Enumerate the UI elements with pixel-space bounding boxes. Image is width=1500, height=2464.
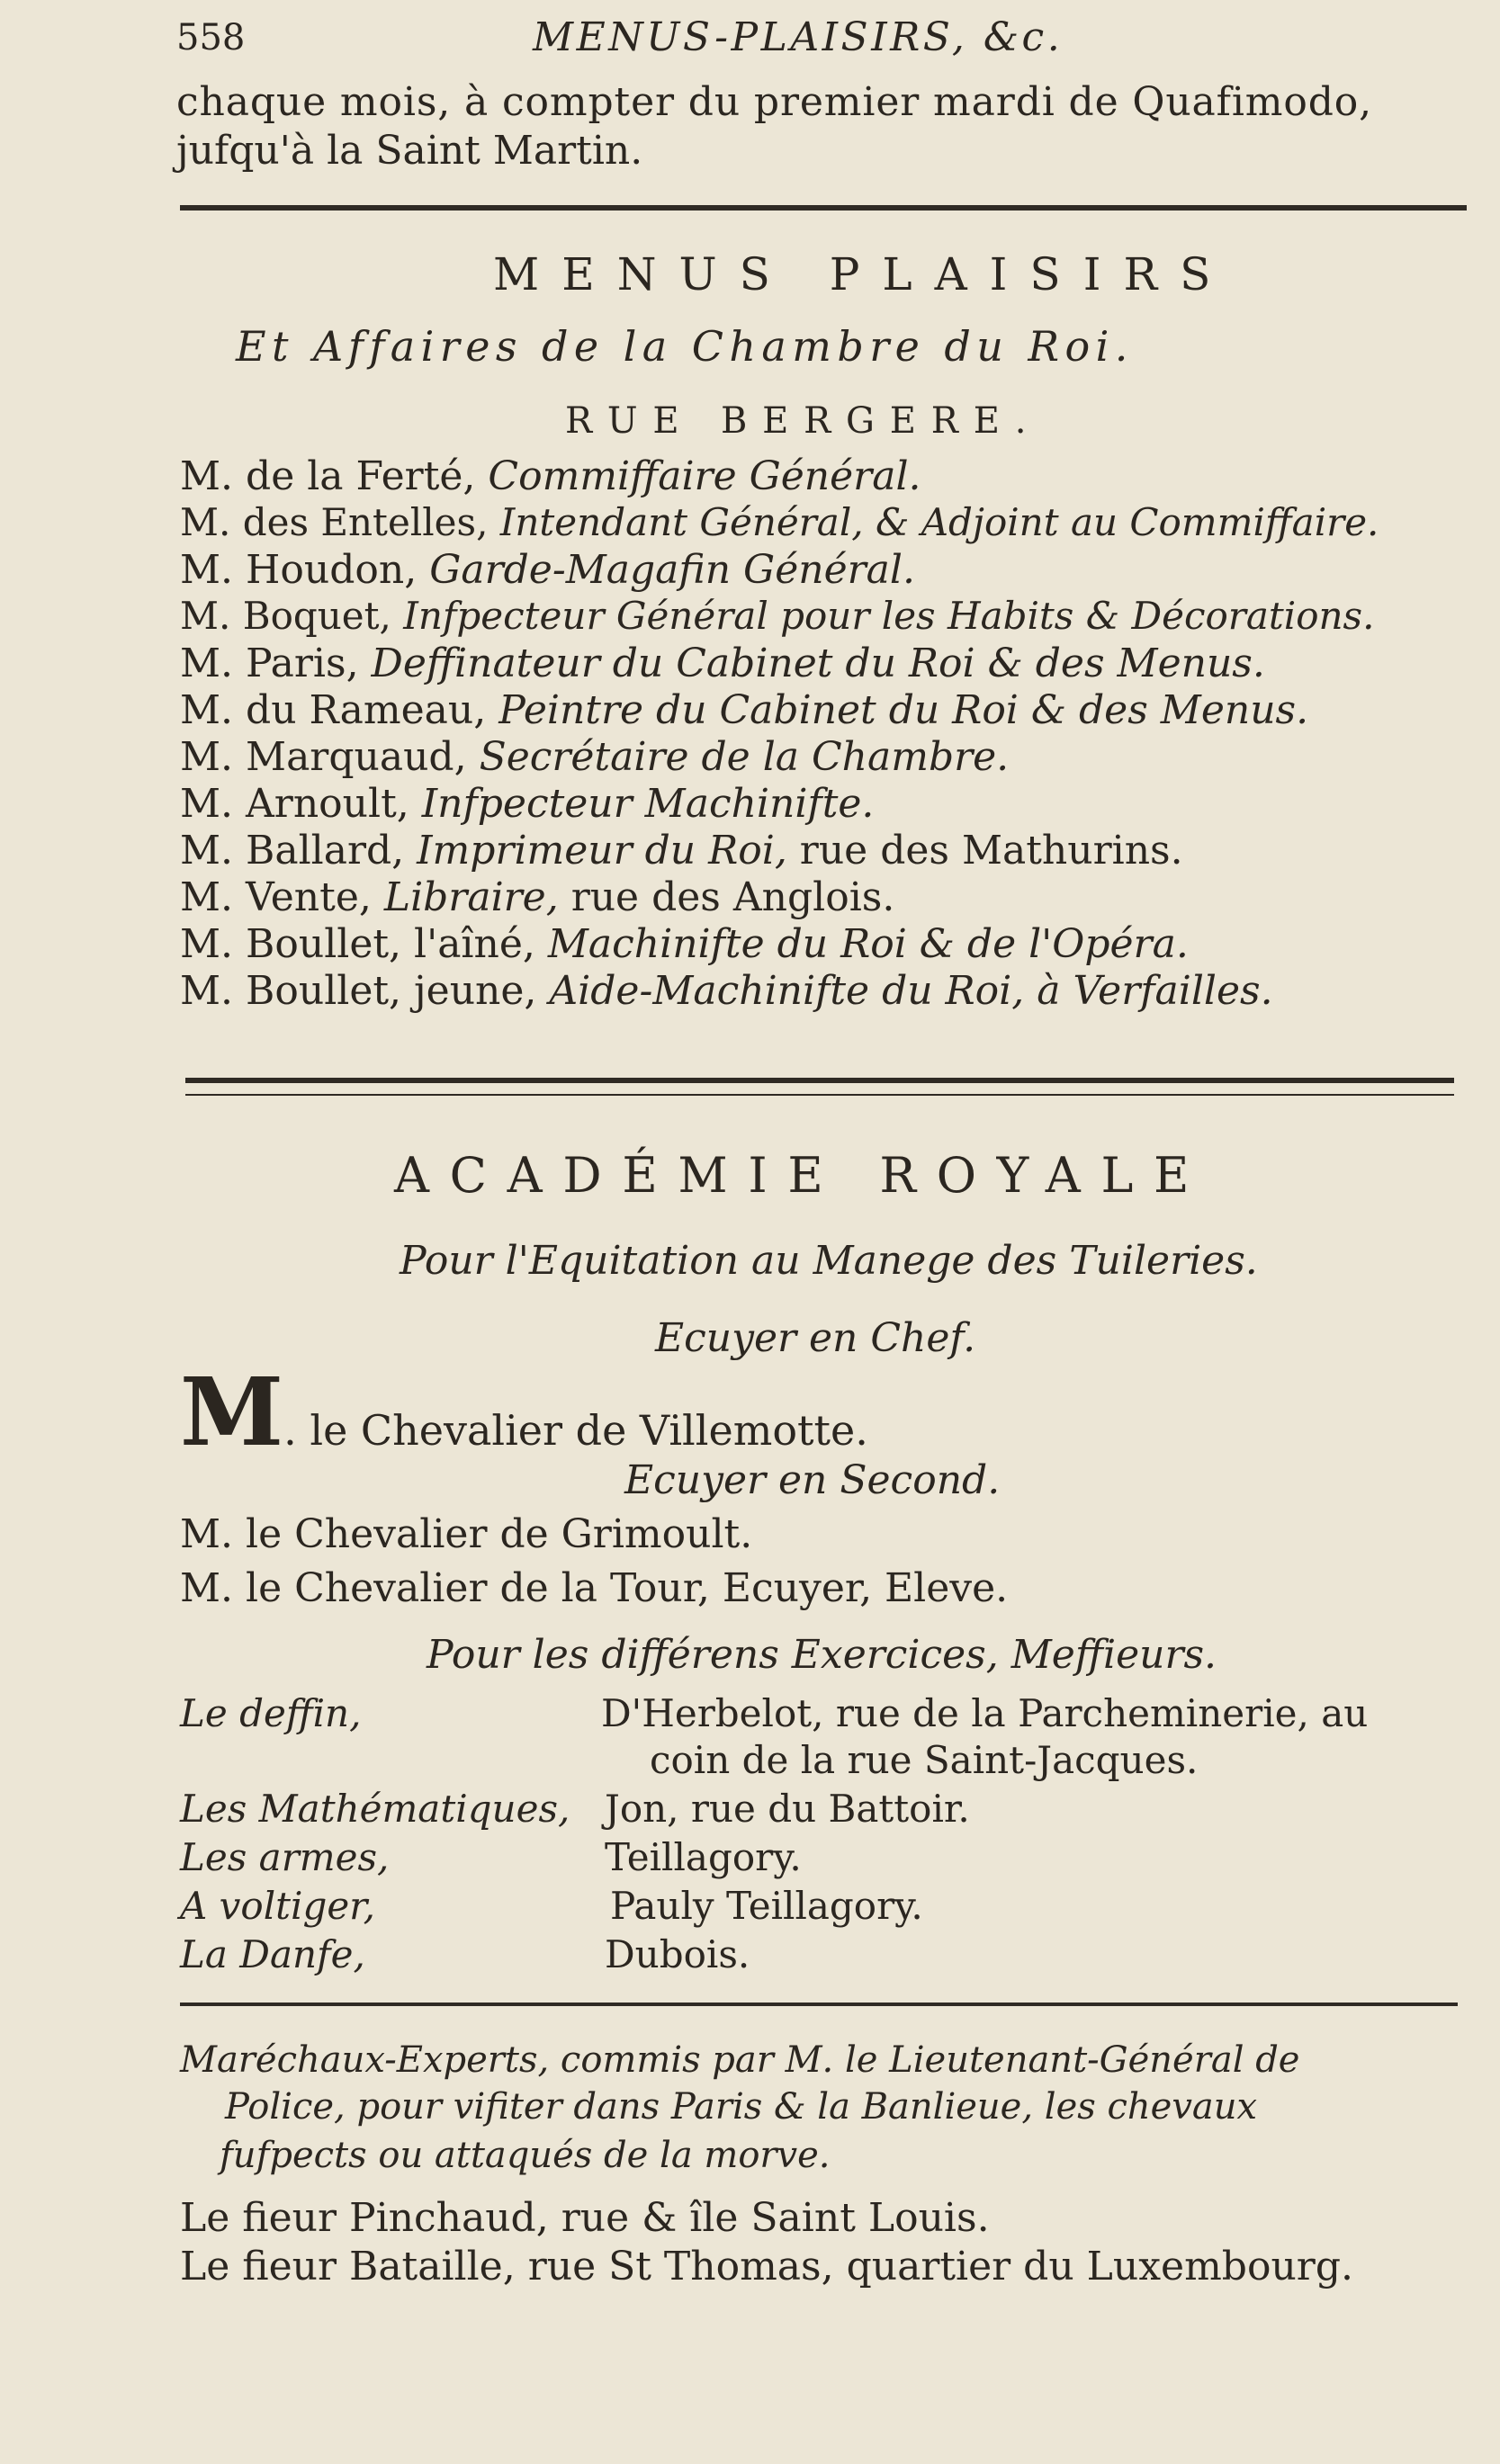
section-subtitle-academie: Pour l'Equitation au Manege des Tuileries. [400,1238,1258,1284]
list-item: M. du Rameau, Peintre du Cabinet du Roi & des Menus. [180,687,1309,733]
experts-heading-line-3: fufpects ou attaqués de la morve. [220,2135,831,2176]
section-title-menus: MENUS PLAISIRS [493,248,1234,300]
exercice-label: A voltiger, [180,1884,375,1928]
exercice-value: Teillagory. [605,1835,802,1879]
section-subtitle-menus: Et Affaires de la Chambre du Roi. [236,322,1134,371]
page-number: 558 [176,17,246,58]
list-item: M. Paris, Deffinateur du Cabinet du Roi & des Menus. [180,641,1265,686]
drop-initial: M [180,1357,284,1467]
list-item: M. Boullet, jeune, Aide-Machinifte du Roi, à Verfailles. [180,968,1273,1014]
list-item: M. Houdon, Garde-Magafin Général. [180,547,915,593]
intro-line-1: chaque mois, à compter du premier mardi de Quafimodo, [176,79,1373,125]
list-item: M. Marquaud, Secrétaire de la Chambre. [180,734,1010,780]
exercice-value: Pauly Teillagory. [610,1884,923,1928]
divider-rule [185,1078,1454,1083]
divider-rule [180,205,1467,211]
ecuyer-chef-label: Ecuyer en Chef. [655,1315,976,1361]
list-item: M. des Entelles, Intendant Général, & Adjoint au Commiffaire. [180,500,1379,544]
exercices-label: Pour les différens Exercices, Meffieurs. [427,1632,1217,1678]
intro-line-2: jufqu'à la Saint Martin. [176,128,643,174]
list-item: M. Arnoult, Infpecteur Machinifte. [180,781,875,827]
list-item: M. Vente, Libraire, rue des Anglois. [180,874,895,920]
ecuyer-second-label: Ecuyer en Second. [624,1457,1001,1503]
divider-rule [185,1094,1454,1096]
running-title: MENUS-PLAISIRS, &c. [533,14,1064,60]
section-address: RUE BERGERE. [565,400,1042,442]
chef-line [180,1357,868,1467]
divider-rule [180,2003,1458,2006]
list-item: M. Boullet, l'aîné, Machinifte du Roi & de l'Opéra. [180,921,1189,967]
list-item: M. Ballard, Imprimeur du Roi, rue des Mathurins. [180,828,1183,874]
exercice-value: Jon, rue du Battoir. [605,1787,970,1831]
exercice-label: Le deffin, [180,1691,362,1735]
experts-heading-line-2: Police, pour vifiter dans Paris & la Banlieue, les chevaux [225,2086,1258,2128]
exercice-value-cont: coin de la rue Saint-Jacques. [650,1738,1199,1782]
experts-heading-line-1: Maréchaux-Experts, commis par M. le Lieutenant-Général de [180,2039,1300,2081]
exercice-label: Les Mathématiques, [180,1787,570,1831]
expert-entry: Le fieur Pinchaud, rue & île Saint Louis. [180,2195,990,2241]
section-title-academie: ACADÉMIE ROYALE [394,1147,1210,1204]
second-line-1: M. le Chevalier de Grimoult. [180,1511,753,1557]
exercice-value: Dubois. [605,1932,750,1976]
exercice-label: La Danfe, [180,1932,365,1976]
list-item: M. Boquet, Infpecteur Général pour les Habits & Décorations. [180,594,1375,638]
exercice-label: Les armes, [180,1835,390,1879]
exercice-value: D'Herbelot, rue de la Parcheminerie, au [601,1691,1369,1735]
expert-entry: Le fieur Bataille, rue St Thomas, quartier du Luxembourg. [180,2244,1353,2289]
chef-name: . le Chevalier de Villemotte. [283,1406,868,1455]
second-line-2: M. le Chevalier de la Tour, Ecuyer, Eleve. [180,1565,1009,1611]
list-item: M. de la Ferté, Commiffaire Général. [180,453,921,499]
